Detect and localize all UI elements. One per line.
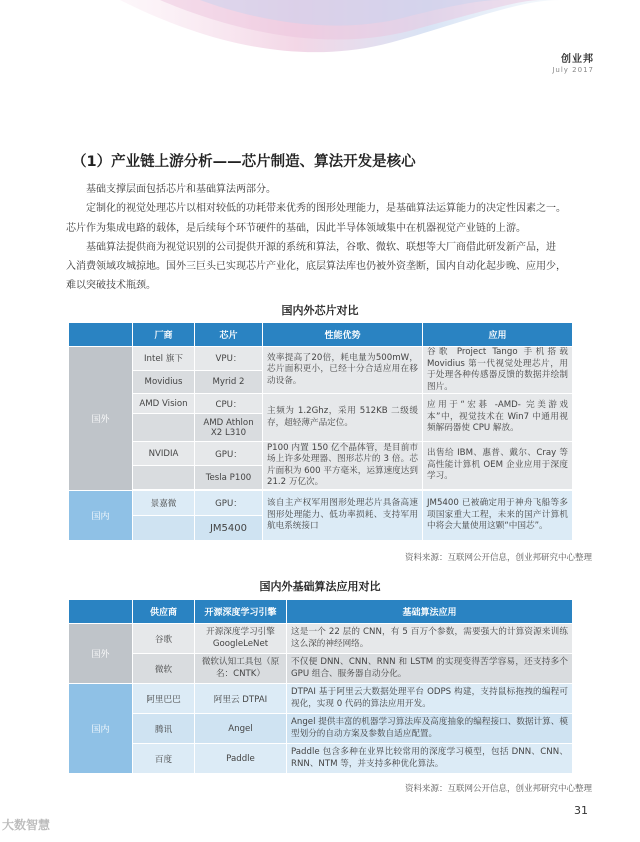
chip-cell: VPU： bbox=[195, 347, 263, 371]
performance-cell: 该自主产权军用图形处理芯片具备高速图形处理能力、低功率损耗、支持军用航电系统接口 bbox=[263, 491, 423, 541]
vendor-cell: 腾讯 bbox=[133, 714, 195, 744]
section-title: （1）产业链上游分析——芯片制造、算法开发是核心 bbox=[72, 154, 416, 170]
paragraph-line: 入消费领域攻城掠地。国外三巨头已实现芯片产业化，底层算法库也仍被外资垄断，国内自动化起步晚、应用少， bbox=[66, 261, 566, 273]
vendor-cell: 阿里巴巴 bbox=[133, 684, 195, 714]
performance-cell: 效率提高了20倍，耗电量为500mW，芯片面积更小，已经十分合适应用在移动设备。 bbox=[263, 347, 423, 394]
algorithm-comparison-table bbox=[68, 599, 573, 774]
algo-table-source: 资料来源：互联网公开信息，创业邦研究中心整理 bbox=[404, 784, 592, 794]
engine-cell: Angel bbox=[195, 714, 287, 744]
paragraph-line: 芯片作为集成电路的载体，是后续每个环节硬件的基础，因此半导体领域集中在机器视觉产业链的上游。 bbox=[66, 222, 526, 234]
vendor-cell: Intel 旗下 bbox=[133, 347, 195, 371]
table-row bbox=[69, 347, 573, 371]
application-cell: Angel 提供丰富的机器学习算法库及高度抽象的编程接口、数据计算、模型划分的自动方案及参数自适应配置。 bbox=[287, 714, 573, 744]
chip-cell: AMD Athlon X2 L310 bbox=[195, 414, 263, 442]
header-cell bbox=[69, 323, 133, 347]
table-row bbox=[69, 491, 573, 516]
chip-cell: Tesla P100 bbox=[195, 466, 263, 490]
vendor-cell: 微软 bbox=[133, 654, 195, 684]
chip-cell: Myrid 2 bbox=[195, 370, 263, 394]
chip-table-source: 资料来源：互联网公开信息，创业邦研究中心整理 bbox=[404, 553, 592, 563]
table-row bbox=[69, 744, 573, 774]
table-row bbox=[69, 684, 573, 714]
header-cell: 性能优势 bbox=[263, 323, 423, 347]
brand-name: 创业邦 bbox=[561, 54, 594, 65]
paragraph-line: 基础算法提供商为视觉识别的公司提供开源的系统和算法，谷歌、微软、联想等大厂商借此研发新产品，进 bbox=[86, 241, 556, 253]
table-row bbox=[69, 654, 573, 684]
table-row bbox=[69, 394, 573, 414]
chip-cell: CPU： bbox=[195, 394, 263, 414]
header-cell: 基础算法应用 bbox=[287, 600, 573, 624]
engine-cell: Paddle bbox=[195, 744, 287, 774]
body-text bbox=[66, 180, 594, 296]
header-cell: 应用 bbox=[423, 323, 573, 347]
application-cell: Paddle 包含多种在业界比较常用的深度学习模型，包括 DNN、CNN、RNN、NTM 等，并支持多种优化算法。 bbox=[287, 744, 573, 774]
chip-comparison-table bbox=[68, 322, 573, 541]
table-header-row bbox=[69, 600, 573, 624]
vendor-cell-empty bbox=[133, 414, 195, 442]
chip-cell: JM5400 bbox=[195, 516, 263, 541]
vendor-cell: 百度 bbox=[133, 744, 195, 774]
region-cell: 国外 bbox=[69, 624, 133, 684]
application-cell: 不仅便 DNN、CNN、RNN 和 LSTM 的实现变得苦学容易，还支持多个 GPU 组合、服务器自动分化。 bbox=[287, 654, 573, 684]
paragraph-line: 难以突破技术瓶颈。 bbox=[66, 280, 156, 292]
header-cell: 开源深度学习引擎 bbox=[195, 600, 287, 624]
brand-block bbox=[552, 50, 594, 74]
region-cell: 国内 bbox=[69, 491, 133, 541]
paragraph-line: 基础支撑层面包括芯片和基础算法两部分。 bbox=[86, 184, 276, 195]
application-cell: 这是一个 22 层的 CNN，有 5 百万个参数，需要强大的计算资源来训练这么深的神经网络。 bbox=[287, 624, 573, 654]
engine-cell: 开源深度学习引擎 GoogleLeNet bbox=[195, 624, 287, 654]
header-cell: 供应商 bbox=[133, 600, 195, 624]
performance-cell: 主频为 1.2Ghz，采用 512KB 二级缓存，超轻薄产品定位。 bbox=[263, 394, 423, 442]
header-cell bbox=[69, 600, 133, 624]
table-row bbox=[69, 714, 573, 744]
performance-cell: P100 内置 150 亿个晶体管，是目前市场上许多处理器、图形芯片的 3 倍。芯片面积为 600 平方毫米，运算速度达到 21.2 万亿次。 bbox=[263, 442, 423, 490]
header-cell: 芯片 bbox=[195, 323, 263, 347]
vendor-cell: AMD Vision bbox=[133, 394, 195, 414]
region-cell: 国外 bbox=[69, 347, 133, 491]
issue-date: July 2017 bbox=[552, 66, 594, 74]
watermark: 大数智慧 bbox=[2, 818, 51, 832]
vendor-cell: 景嘉微 bbox=[133, 491, 195, 516]
chip-cell: GPU： bbox=[195, 491, 263, 516]
vendor-cell-empty bbox=[133, 466, 195, 490]
chip-table-title: 国内外芯片对比 bbox=[281, 304, 359, 317]
application-cell: JM5400 已被确定用于神舟飞船等多项国家重大工程，未来的国产计算机中将会大量使用这颗“中国芯”。 bbox=[423, 491, 573, 541]
application-cell: 出售给 IBM、惠普、戴尔、Cray 等高性能计算机 OEM 企业应用于深度学习。 bbox=[423, 442, 573, 490]
chip-cell: GPU： bbox=[195, 442, 263, 466]
vendor-cell: 谷歌 bbox=[133, 624, 195, 654]
region-cell: 国内 bbox=[69, 684, 133, 774]
header-decoration bbox=[0, 0, 640, 130]
page-number: 31 bbox=[574, 804, 588, 817]
vendor-cell: Movidius bbox=[133, 370, 195, 394]
engine-cell: 阿里云 DTPAI bbox=[195, 684, 287, 714]
paragraph-line: 定制化的视觉处理芯片以相对较低的功耗带来优秀的图形处理能力，是基础算法运算能力的决定性因素之一。 bbox=[86, 203, 566, 215]
vendor-cell-empty bbox=[133, 516, 195, 541]
engine-cell: 微软认知工具包（原名：CNTK） bbox=[195, 654, 287, 684]
table-row bbox=[69, 442, 573, 466]
application-cell: 应用于“宏碁 -AMD- 完美游戏本”中，视觉技术在 Win7 中通用视频解码器使 CPU 解放。 bbox=[423, 394, 573, 442]
application-cell: DTPAI 基于阿里云大数据处理平台 ODPS 构建，支持鼠标拖拽的编程可视化，实现 0 代码的算法应用开发。 bbox=[287, 684, 573, 714]
vendor-cell: NVIDIA bbox=[133, 442, 195, 466]
application-cell: 谷歌 Project Tango 手机搭载 Movidius 第一代视觉处理芯片，用于处理各种传感器反馈的数据并绘制图片。 bbox=[423, 347, 573, 394]
table-row bbox=[69, 624, 573, 654]
table-header-row bbox=[69, 323, 573, 347]
header-cell: 厂商 bbox=[133, 323, 195, 347]
algo-table-title: 国内外基础算法应用对比 bbox=[259, 580, 381, 593]
